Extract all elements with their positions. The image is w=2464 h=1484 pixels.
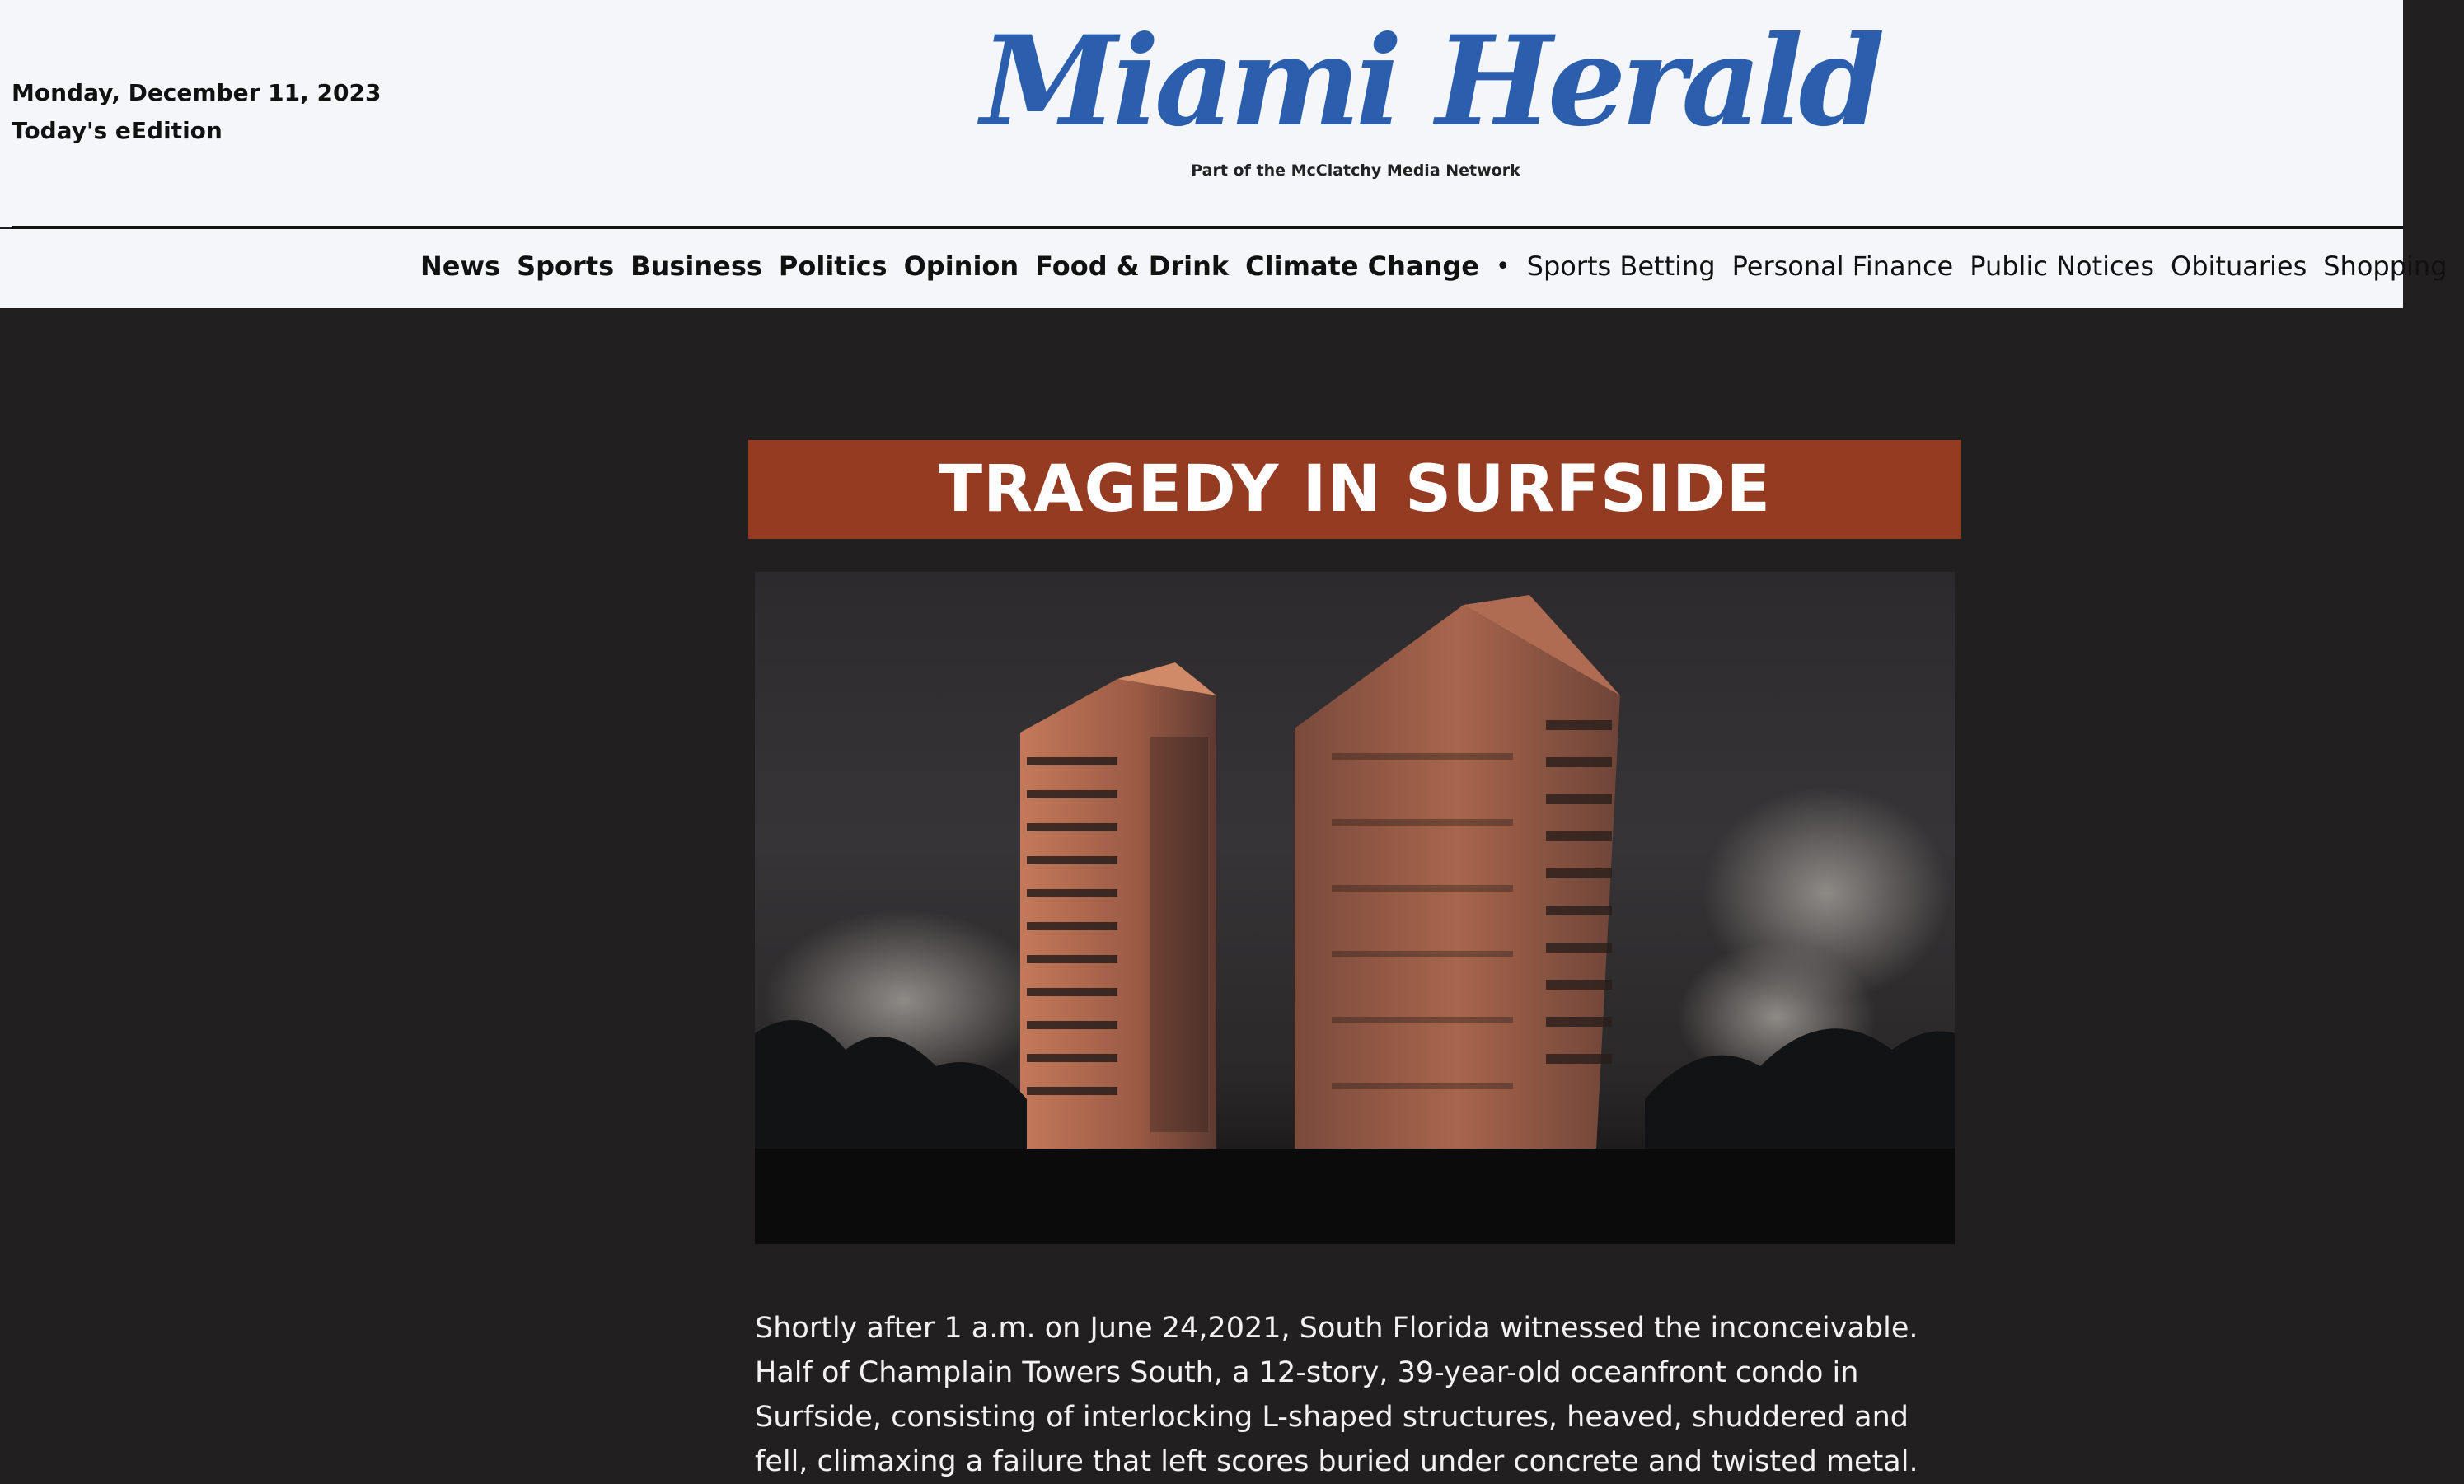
current-date: Monday, December 11, 2023 [12, 79, 382, 106]
hero-illustration [755, 572, 1955, 1244]
date-block [12, 74, 381, 150]
masthead [0, 0, 2403, 227]
network-tagline: Part of the McClatchy Media Network [1191, 162, 1520, 180]
main-navigation [0, 229, 2448, 308]
nav-public-notices[interactable]: Public Notices [1970, 250, 2154, 282]
nav-news[interactable]: News [420, 250, 501, 282]
nav-opinion[interactable]: Opinion [903, 250, 1019, 282]
site-logo[interactable]: Miami Herald [981, 9, 1881, 154]
condo-towers-illustration [755, 572, 1955, 1244]
article-lede: Shortly after 1 a.m. on June 24,2021, South Florida witnessed the inconceivable. Half of Champlain Towers South, a 12-story, 39-year-old oceanfront condo in Surfside, consisting of interlocking L-shaped structures, heaved, shuddered and fell, climaxing a failure that left scores buried under concrete and twisted metal. [755, 1312, 1918, 1478]
nav-personal-finance[interactable]: Personal Finance [1731, 250, 1954, 282]
article-area [0, 308, 2403, 1478]
nav-obituaries[interactable]: Obituaries [2171, 250, 2307, 282]
nav-sports[interactable]: Sports [517, 250, 615, 282]
nav-politics[interactable]: Politics [778, 250, 888, 282]
nav-business[interactable]: Business [630, 250, 762, 282]
eedition-link[interactable]: Today's eEdition [12, 117, 223, 144]
nav-sports-betting[interactable]: Sports Betting [1526, 250, 1716, 282]
nav-climate-change[interactable]: Climate Change [1245, 250, 1479, 282]
nav-separator: • [1495, 251, 1511, 281]
section-banner: TRAGEDY IN SURFSIDE [748, 440, 1961, 539]
nav-food-drink[interactable]: Food & Drink [1035, 250, 1230, 282]
nav-shopping[interactable]: Shopping [2323, 250, 2448, 282]
